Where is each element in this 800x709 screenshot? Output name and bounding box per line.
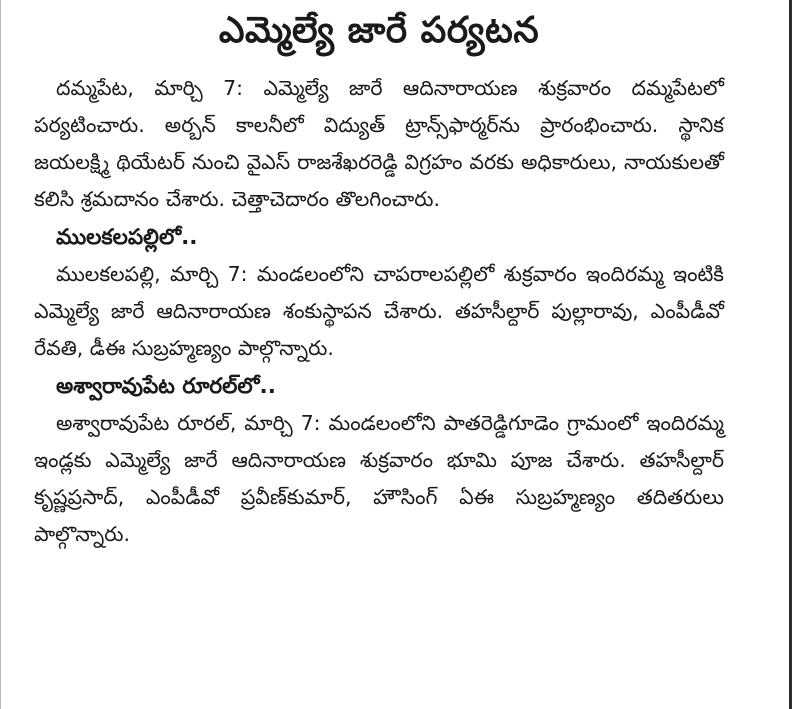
news-article: [34, 6, 724, 553]
next-headline-cropped: [34, 690, 724, 709]
page-left-rule: [0, 0, 1, 709]
column-divider-rule: [789, 0, 792, 709]
article-paragraph-mulakalapalli: [34, 256, 724, 367]
paragraph-text: దమ్మపేట, మార్చి 7: ఎమ్మెల్యే జారే ఆదినారాయణ శుక్రవారం దమ్మపేటలో పర్యటించారు. అర్బన్ కాలనీలో విద్యుత్ ట్రాన్స్‌ఫార్మర్‌ను ప్రారంభించారు. స్థానిక జయలక్ష్మి థియేటర్ నుంచి వైఎస్ రాజశేఖరరెడ్డి విగ్రహం వరకు అధికారులు, నాయకులతో కలిసి శ్రమదానం చేశారు. చెత్తాచెదారం తొలగించారు.: [34, 76, 724, 211]
paragraph-text: అశ్వారావుపేట రూరల్, మార్చి 7: మండలంలోని పాతరెడ్డిగూడెం గ్రామంలో ఇందిరమ్మ ఇండ్లకు ఎమ్మెల్యే జారే ఆదినారాయణ శుక్రవారం భూమి పూజ చేశారు. తహసీల్దార్ కృష్ణప్రసాద్, ఎంపీడీవో ప్రవీణ్‌కుమార్, హౌసింగ్ ఏఈ సుబ్రహ్మణ్యం తదితరులు పాల్గొన్నారు.: [34, 411, 724, 546]
article-paragraph-dammapeta: [34, 70, 724, 218]
article-headline: ఎమ్మెల్యే జారే పర్యటన: [218, 10, 540, 51]
subheading-aswaraopeta-rural: అశ్వారావుపేట రూరల్‌లో..: [56, 374, 276, 399]
paragraph-text: ములకలపల్లి, మార్చి 7: మండలంలోని చాపరాలపల్లిలో శుక్రవారం ఇందిరమ్మ ఇంటికి ఎమ్మెల్యే జారే ఆదినారాయణ శంకుస్థాపన చేశారు. తహసీల్దార్ పుల్లారావు, ఎంపీడీవో రేవతి, డీఈ సుబ్రహ్మణ్యం పాల్గొన్నారు.: [34, 262, 724, 360]
article-paragraph-aswaraopeta-rural: [34, 405, 724, 553]
subheading-mulakalapalli: ములకలపల్లిలో..: [56, 225, 198, 250]
